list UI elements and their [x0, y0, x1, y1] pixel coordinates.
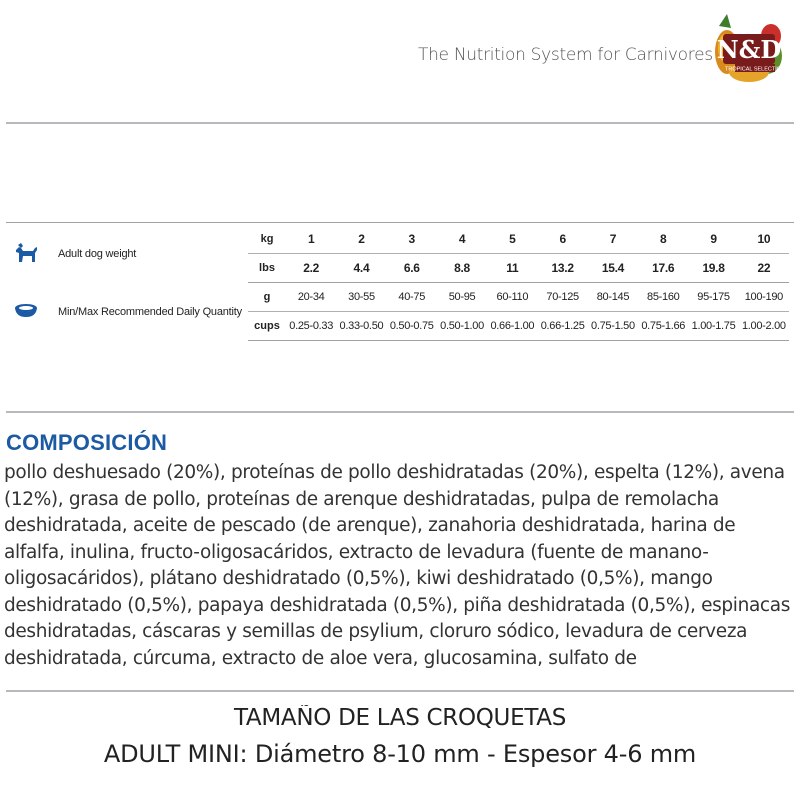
g-value: 85-160	[638, 283, 688, 312]
g-value: 40-75	[387, 283, 437, 312]
unit-cups: cups	[248, 312, 286, 341]
cups-value: 1.00-1.75	[688, 312, 738, 341]
kg-value: 3	[387, 225, 437, 254]
unit-lbs: lbs	[248, 254, 286, 283]
cups-value: 0.25-0.33	[286, 312, 336, 341]
tagline: The Nutrition System for Carnivores	[418, 45, 713, 65]
g-value: 70-125	[537, 283, 587, 312]
quantity-label: Min/Max Recommended Daily Quantity	[58, 305, 242, 318]
dog-icon	[13, 241, 39, 263]
svg-text:TROPICAL SELECTION: TROPICAL SELECTION	[724, 66, 786, 73]
g-value: 80-145	[588, 283, 638, 312]
lbs-value: 13.2	[537, 254, 587, 283]
svg-text:N&D: N&D	[716, 35, 782, 64]
g-value: 95-175	[688, 283, 738, 312]
kg-value: 1	[286, 225, 336, 254]
cups-value: 0.50-1.00	[437, 312, 487, 341]
g-value: 100-190	[739, 283, 789, 312]
cups-value: 0.66-1.00	[487, 312, 537, 341]
unit-kg: kg	[248, 225, 286, 254]
lbs-value: 17.6	[638, 254, 688, 283]
header-divider	[6, 122, 794, 124]
lbs-value: 4.4	[336, 254, 386, 283]
lbs-value: 11	[487, 254, 537, 283]
kg-value: 6	[537, 225, 587, 254]
bowl-icon-cell	[6, 283, 46, 341]
cups-value: 0.75-1.50	[588, 312, 638, 341]
cups-value: 1.00-2.00	[739, 312, 789, 341]
composition-text: pollo deshuesado (20%), proteínas de pollo deshidratadas (20%), espelta (12%), avena (12%), grasa de pollo, proteínas de arenque deshidratadas, pulpa de remolacha deshidratada, aceite de pescado (de arenque), zanahoria deshidratada, harina de alfalfa, inulina, fructo-oligosacáridos, extracto de levadura (fuente de manano-oligosacáridos), plátano deshidratado (0,5%), kiwi deshidratado (0,5%), mango deshidratado (0,5%), papaya deshidratada (0,5%), piña deshidratada (0,5%), espinacas deshidratadas, cáscaras y semillas de psylium, cloruro sódico, levadura de cerveza deshidratada, cúrcuma, extracto de aloe vera, glucosamina, sulfato de	[4, 462, 791, 669]
cups-value: 0.75-1.66	[638, 312, 688, 341]
brand-logo	[705, 12, 787, 86]
kg-value: 7	[588, 225, 638, 254]
kg-value: 9	[688, 225, 738, 254]
lbs-value: 8.8	[437, 254, 487, 283]
lbs-value: 15.4	[588, 254, 638, 283]
table-row-g	[6, 283, 789, 312]
kibble-size-text: ADULT MINI: Diámetro 8-10 mm - Espesor 4-6 mm	[103, 740, 697, 768]
cups-value: 0.66-1.25	[537, 312, 587, 341]
table-top-divider	[6, 222, 794, 223]
feeding-table	[6, 225, 789, 341]
g-value: 20-34	[286, 283, 336, 312]
unit-g: g	[248, 283, 286, 312]
cups-value: 0.33-0.50	[336, 312, 386, 341]
kibble-divider	[6, 690, 794, 692]
kg-value: 5	[487, 225, 537, 254]
food-bowl-icon	[13, 301, 39, 319]
dog-icon-cell	[6, 225, 46, 283]
section-divider	[6, 411, 794, 413]
lbs-value: 19.8	[688, 254, 738, 283]
kg-value: 10	[739, 225, 789, 254]
g-value: 30-55	[336, 283, 386, 312]
kibble-size-title: TAMAÑO DE LAS CROQUETAS	[233, 705, 567, 731]
composition-title: COMPOSICIÓN	[6, 430, 168, 455]
lbs-value: 2.2	[286, 254, 336, 283]
table-row-kg	[6, 225, 789, 254]
lbs-value: 22	[739, 254, 789, 283]
lbs-value: 6.6	[387, 254, 437, 283]
g-value: 60-110	[487, 283, 537, 312]
cups-value: 0.50-0.75	[387, 312, 437, 341]
kg-value: 2	[336, 225, 386, 254]
kg-value: 8	[638, 225, 688, 254]
weight-label: Adult dog weight	[58, 247, 137, 260]
kg-value: 4	[437, 225, 487, 254]
g-value: 50-95	[437, 283, 487, 312]
